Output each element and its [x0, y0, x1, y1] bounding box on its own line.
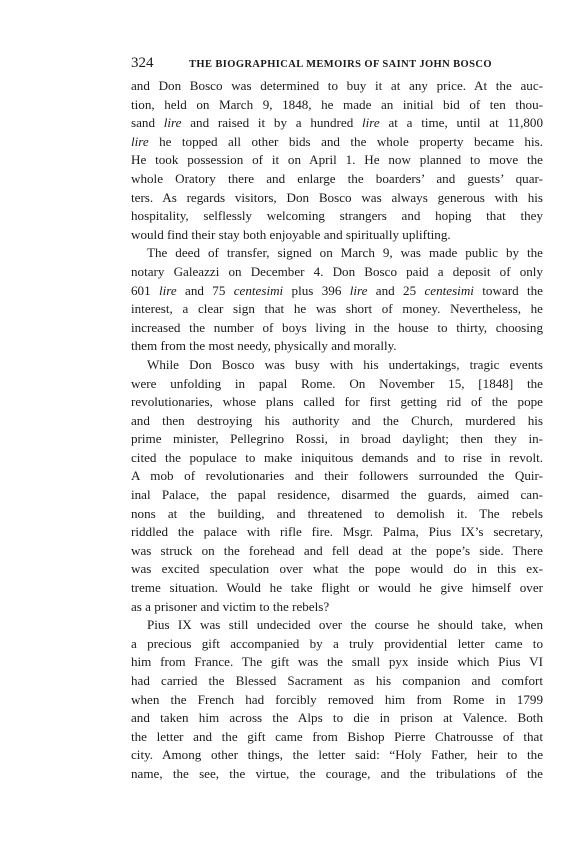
text-line: notary Galeazzi on December 4. Don Bosco paid a deposit of only: [131, 263, 543, 279]
paragraph: [131, 356, 543, 616]
text-line: cited the populace to make iniquitous demands and to rise in revolt.: [131, 449, 543, 465]
text-line: 601 lire and 75 centesimi plus 396 lire and 25 centesimi toward the: [131, 282, 543, 298]
text-line: lire he topped all other bids and the whole property became his.: [131, 133, 543, 149]
text-line: and Don Bosco was determined to buy it at any price. At the auc-: [131, 78, 543, 93]
text-line: He took possession of it on April 1. He now planned to move the: [131, 152, 543, 168]
text-line: were unfolding in papal Rome. On November 15, [1848] the: [131, 375, 543, 391]
text-line: interest, a clear sign that he was short of money. Nevertheless, he: [131, 301, 543, 317]
text-line: when the French had forcibly removed him from Rome in 1799: [131, 691, 543, 707]
text-line: treme situation. Would he take flight or would he give himself over: [131, 580, 543, 596]
body-text: [131, 77, 543, 784]
page-content: [131, 55, 543, 784]
paragraph: [131, 244, 543, 356]
text-line: and taken him across the Alps to die in prison at Valence. Both: [131, 710, 543, 726]
text-line: inal Palace, the papal residence, disarmed the guards, aimed can-: [131, 487, 543, 503]
text-line: name, the see, the virtue, the courage, and the tribulations of the: [131, 765, 543, 781]
text-line: a precious gift accompanied by a truly providential letter came to: [131, 635, 543, 651]
text-line: was excited speculation over what the pope would do in this ex-: [131, 561, 543, 577]
page-number: 324: [131, 55, 154, 71]
text-line: riddled the palace with rifle fire. Msgr. Palma, Pius IX’s secretary,: [131, 524, 543, 540]
text-line: was struck on the forehead and fell dead at the pope’s side. There: [131, 542, 543, 558]
paragraph: [131, 77, 543, 244]
text-line: as a prisoner and victim to the rebels?: [131, 598, 330, 614]
text-line: A mob of revolutionaries and their followers surrounded the Quir-: [131, 468, 543, 484]
text-line: nons at the building, and threatened to demolish it. The rebels: [131, 505, 543, 521]
text-line: sand lire and raised it by a hundred lire at a time, until at 11,800: [131, 115, 544, 131]
running-head: THE BIOGRAPHICAL MEMOIRS OF SAINT JOHN BOSCO: [189, 59, 492, 70]
text-line: hospitality, selflessly welcoming strangers and hoping that they: [131, 208, 543, 224]
page-header: [131, 55, 543, 77]
text-line: The deed of transfer, signed on March 9, was made public by the: [147, 245, 543, 261]
paragraph: [131, 616, 543, 783]
text-line: prime minister, Pellegrino Rossi, in broad daylight; then they in-: [131, 431, 543, 447]
text-line: ters. As regards visitors, Don Bosco was always generous with his: [131, 189, 543, 205]
text-line: the letter and the gift came from Bishop Pierre Chatrousse of that: [131, 728, 543, 744]
text-line: increased the number of boys living in the house to thirty, choosing: [131, 319, 543, 335]
text-line: had carried the Blessed Sacrament as his companion and comfort: [131, 673, 543, 688]
text-line: them from the most needy, physically and morally.: [131, 338, 397, 354]
text-line: and then destroying his authority and the Church, murdered his: [131, 412, 543, 428]
text-line: Pius IX was still undecided over the course he should take, when: [147, 617, 543, 633]
text-line: tion, held on March 9, 1848, he made an initial bid of ten thou-: [131, 96, 543, 112]
text-line: whole Oratory there and enlarge the boarders’ and guests’ quar-: [131, 170, 543, 186]
text-line: While Don Bosco was busy with his undertakings, tragic events: [147, 356, 543, 372]
text-line: revolutionaries, whose plans called for first getting rid of the pope: [131, 394, 543, 410]
text-line: would find their stay both enjoyable and spiritually uplifting.: [131, 226, 451, 242]
text-line: city. Among other things, the letter said: “Holy Father, heir to the: [131, 747, 543, 763]
text-line: him from France. The gift was the small pyx inside which Pius VI: [131, 654, 543, 670]
